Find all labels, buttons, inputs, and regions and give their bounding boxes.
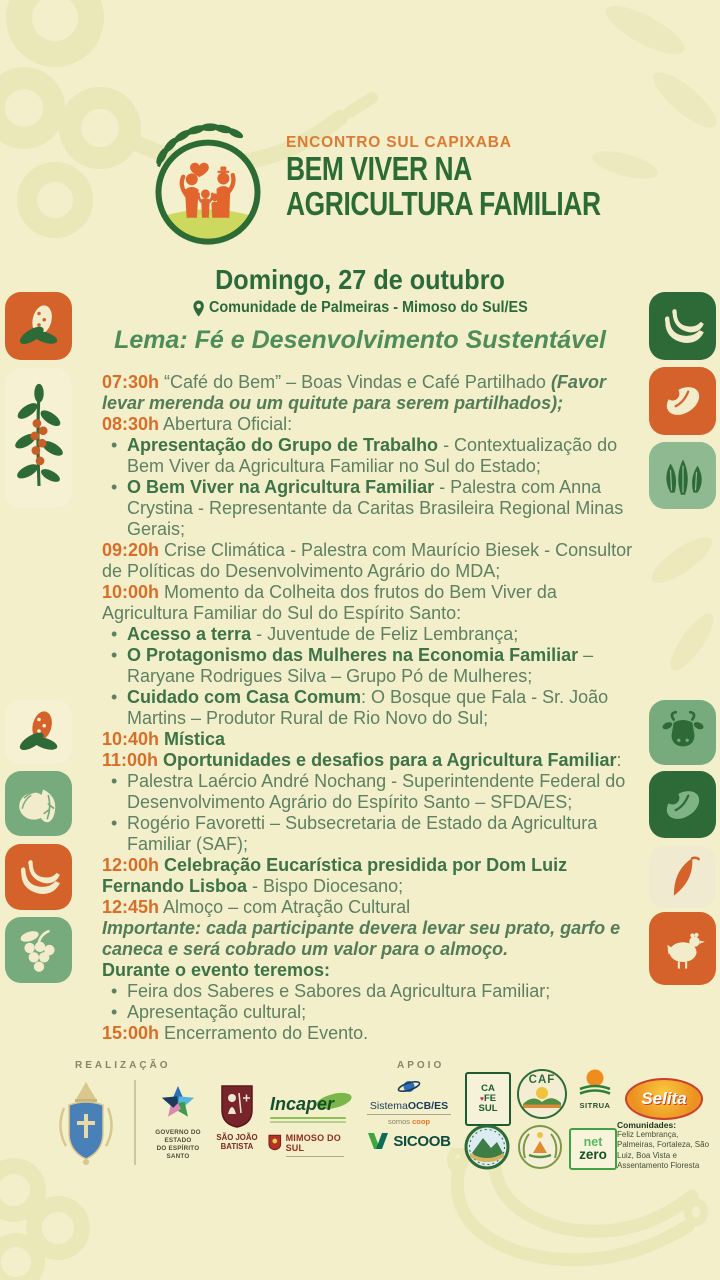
side-icon-bean bbox=[649, 367, 716, 435]
selita-wordmark: Selita bbox=[641, 1089, 687, 1108]
event-lema: Lema: Fé e Desenvolvimento Sustentável bbox=[114, 326, 606, 354]
schedule-segment: : O Bosque que Fala - Sr. João Martins – Produtor Rural de Rio Novo do Sul; bbox=[127, 687, 609, 728]
side-icon-corn bbox=[5, 292, 72, 360]
schedule-line bbox=[102, 771, 640, 813]
schedule-segment: 10:00h bbox=[102, 582, 160, 602]
schedule-segment: 12:00h bbox=[102, 855, 160, 875]
schedule-segment: Abertura Oficial: bbox=[159, 414, 293, 434]
selita-logo bbox=[625, 1078, 703, 1120]
schedule-line bbox=[102, 435, 640, 477]
mimoso-shield-icon bbox=[268, 1134, 282, 1151]
schedule-segment: O Bem Viver na Agricultura Familiar bbox=[127, 477, 435, 497]
schedule-line bbox=[102, 477, 640, 540]
side-icon-cabbage bbox=[5, 771, 72, 836]
footer-divider bbox=[134, 1080, 136, 1165]
schedule-segment: (Favor levar merenda ou um quitute para serem partilhados); bbox=[102, 372, 606, 413]
schedule-line bbox=[102, 414, 640, 435]
event-title-line1: BEM VIVER NA bbox=[286, 150, 472, 187]
governo-es-logo bbox=[146, 1084, 210, 1160]
schedule bbox=[102, 372, 640, 1044]
schedule-segment: Momento da Colheita dos frutos do Bem Viver da Agricultura Familiar do Sul do Espírito Santo: bbox=[102, 582, 557, 623]
schedule-segment: - Palestra com Anna Crystina - Representante da Caritas Brasileira Regional Minas Gerais; bbox=[127, 477, 624, 539]
schedule-line bbox=[102, 981, 640, 1002]
diocese-crest-logo bbox=[55, 1080, 117, 1166]
watermark-grapes-bottom-left bbox=[0, 1150, 120, 1280]
watermark-leaf-right bbox=[630, 520, 720, 695]
sicoob-icon bbox=[367, 1132, 389, 1150]
caf-logo bbox=[517, 1069, 567, 1119]
schedule-segment: 07:30h bbox=[102, 372, 160, 392]
ocb-rule bbox=[367, 1114, 451, 1115]
schedule-segment: Celebração Eucarística presidida por Dom Luiz Fernando Lisboa bbox=[102, 855, 568, 896]
incaper-rule bbox=[270, 1117, 346, 1119]
side-icon-bananas bbox=[5, 844, 72, 910]
netzero-line1: net bbox=[583, 1134, 603, 1149]
sitrua-wordmark: SITRUA bbox=[579, 1101, 611, 1110]
schedule-segment: 15:00h bbox=[102, 1023, 160, 1043]
event-logo bbox=[138, 112, 679, 262]
schedule-line bbox=[102, 372, 640, 414]
side-icon-bean bbox=[649, 771, 716, 838]
schedule-segment: Encerramento do Evento. bbox=[159, 1023, 369, 1043]
schedule-segment: : bbox=[616, 750, 622, 770]
schedule-segment: Rogério Favoretti – Subsecretaria de Estado da Agricultura Familiar (SAF); bbox=[127, 813, 598, 854]
side-icon-chicken bbox=[649, 912, 716, 985]
side-icon-corn bbox=[5, 700, 72, 764]
governo-caption-line1: GOVERNO DO ESTADO bbox=[155, 1129, 201, 1144]
schedule-line bbox=[102, 1002, 640, 1023]
sicoob-logo bbox=[360, 1132, 458, 1150]
schedule-segment: 12:45h bbox=[102, 897, 160, 917]
event-tagline: ENCONTRO SUL CAPIXABA bbox=[286, 134, 512, 151]
cafesul-heart-icon: ♥ bbox=[479, 1096, 484, 1104]
incaper-logo bbox=[270, 1094, 356, 1123]
schedule-segment: 09:20h bbox=[102, 540, 160, 560]
event-date: Domingo, 27 de outubro bbox=[215, 264, 505, 295]
side-icon-grapes bbox=[5, 917, 72, 983]
schedule-segment: “Café do Bem” – Boas Vindas e Café Partilhado bbox=[159, 372, 551, 392]
cafesul-line3: SUL bbox=[478, 1102, 498, 1114]
comunidades-title: Comunidades: bbox=[617, 1120, 677, 1130]
schedule-line bbox=[102, 540, 640, 582]
event-title-line2: AGRICULTURA FAMILIAR bbox=[286, 184, 601, 222]
community-crest-logo bbox=[464, 1124, 510, 1170]
schedule-segment: Palestra Laércio André Nochang - Superintendente Federal do Desenvolvimento Agrário do Espírito Santo – SFDA/ES; bbox=[127, 771, 626, 812]
side-icon-coffee-branch bbox=[5, 368, 72, 508]
schedule-line bbox=[102, 918, 640, 960]
side-icon-cacao bbox=[649, 846, 716, 908]
schedule-segment: 08:30h bbox=[102, 414, 160, 434]
schedule-segment: Crise Climática - Palestra com Maurício Biesek - Consultor de Políticas do Desenvolvimento Agrário do MDA; bbox=[102, 540, 633, 581]
schedule-line bbox=[102, 750, 640, 771]
sicoob-wordmark: SICOOB bbox=[393, 1132, 451, 1150]
schedule-segment: - Bispo Diocesano; bbox=[247, 876, 404, 896]
governo-star-icon bbox=[157, 1084, 199, 1124]
mimoso-rule bbox=[286, 1156, 344, 1158]
schedule-line bbox=[102, 813, 640, 855]
caf-landscape-icon bbox=[521, 1086, 563, 1108]
schedule-segment: O Protagonismo das Mulheres na Economia Familiar bbox=[127, 645, 579, 665]
location-pin-icon bbox=[192, 300, 204, 317]
mimoso-do-sul-logo bbox=[268, 1134, 360, 1157]
comunidades-body: Feliz Lembrança, Palmeiras, Fortaleza, São Luiz, Boa Vista e Assentamento Floresta bbox=[617, 1130, 710, 1171]
schedule-segment: Acesso a terra bbox=[127, 624, 252, 644]
sjb-caption-line1: SÃO JOÃO bbox=[216, 1133, 258, 1142]
incaper-rule-2 bbox=[270, 1121, 346, 1123]
sitrua-icon bbox=[577, 1068, 613, 1096]
schedule-segment: Cuidado com Casa Comum bbox=[127, 687, 362, 707]
cafesul-line2: ♥FE bbox=[479, 1093, 497, 1105]
apoio-label: APOIO bbox=[397, 1060, 445, 1071]
schedule-line bbox=[102, 1023, 640, 1044]
side-icon-leafy-greens bbox=[649, 442, 716, 509]
schedule-segment: Importante: cada participante devera levar seu prato, garfo e caneca e será cobrado um valor para o almoço. bbox=[102, 918, 621, 959]
sistema-ocb-es-logo bbox=[360, 1078, 458, 1126]
schedule-line bbox=[102, 687, 640, 729]
logo-text bbox=[286, 112, 679, 262]
schedule-line bbox=[102, 960, 640, 981]
schedule-line bbox=[102, 645, 640, 687]
comunidades-list bbox=[617, 1120, 715, 1172]
schedule-line bbox=[102, 582, 640, 624]
schedule-line bbox=[102, 624, 640, 645]
schedule-segment: 10:40h bbox=[102, 729, 160, 749]
event-location-row bbox=[25, 299, 695, 317]
schedule-segment: Apresentação do Grupo de Trabalho bbox=[127, 435, 439, 455]
schedule-segment: - Juventude de Feliz Lembrança; bbox=[251, 624, 519, 644]
schedule-segment: Oportunidades e desafios para a Agricultura Familiar bbox=[158, 750, 617, 770]
association-crest-logo bbox=[517, 1124, 563, 1170]
netzero-logo bbox=[569, 1128, 617, 1170]
schedule-segment: Mística bbox=[159, 729, 226, 749]
sitrua-logo bbox=[569, 1068, 621, 1110]
cafesul-line1: CA bbox=[481, 1083, 495, 1095]
mimoso-wordmark: MIMOSO DO SUL bbox=[285, 1133, 341, 1153]
event-location: Comunidade de Palmeiras - Mimoso do Sul/ES bbox=[208, 299, 528, 316]
sjb-caption-line2: BATISTA bbox=[220, 1141, 254, 1151]
governo-caption-line2: DO ESPÍRITO SANTO bbox=[156, 1144, 200, 1160]
sjb-shield-icon bbox=[219, 1084, 255, 1129]
schedule-segment: - Contextualização do Bem Viver da Agricultura Familiar no Sul do Estado; bbox=[127, 435, 618, 476]
side-icon-bananas bbox=[649, 292, 716, 360]
schedule-line bbox=[102, 855, 640, 897]
paroquia-sao-joao-batista-logo bbox=[211, 1084, 263, 1152]
schedule-segment: Almoço – com Atração Cultural bbox=[159, 897, 411, 917]
schedule-segment: Feira dos Saberes e Sabores da Agricultura Familiar; bbox=[127, 981, 551, 1001]
realizacao-label: REALIZAÇÃO bbox=[75, 1060, 171, 1071]
schedule-segment: – Raryane Rodrigues Silva – Grupo Pó de Mulheres; bbox=[127, 645, 594, 686]
caf-wordmark: CAF bbox=[528, 1074, 556, 1086]
ocb-planet-icon bbox=[397, 1078, 421, 1095]
schedule-segment: Apresentação cultural; bbox=[127, 1002, 307, 1022]
family-circle-icon bbox=[138, 112, 278, 262]
side-icon-cow bbox=[649, 700, 716, 765]
schedule-line bbox=[102, 729, 640, 750]
somos-coop-wordmark: somos coop bbox=[387, 1117, 431, 1126]
cafesul-logo bbox=[465, 1072, 511, 1126]
schedule-segment: Durante o evento teremos: bbox=[102, 960, 331, 980]
netzero-line2: zero bbox=[579, 1146, 607, 1162]
schedule-segment: 11:00h bbox=[102, 750, 159, 770]
ocb-wordmark: SistemaOCB/ES bbox=[369, 1100, 449, 1112]
incaper-wordmark: Incaper bbox=[270, 1094, 335, 1114]
schedule-line bbox=[102, 897, 640, 918]
